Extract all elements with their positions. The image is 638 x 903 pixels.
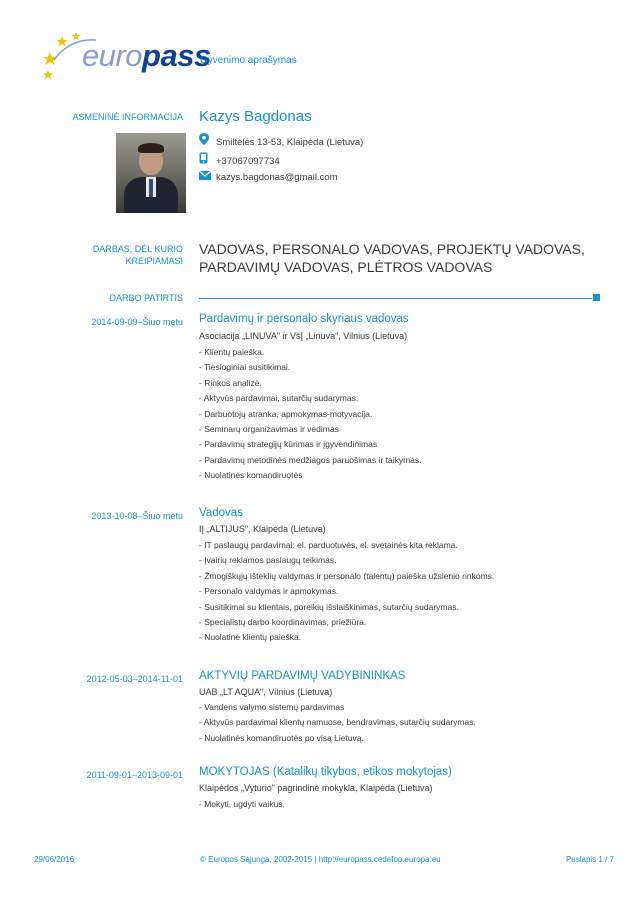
list-item: - Žmogiškųjų išteklių valdymas ir personalo (talentų) paieška užsienio rinkoms.: [199, 570, 495, 581]
section-divider: [199, 298, 592, 299]
job-duties-list: [199, 538, 494, 646]
list-item: - Aktyvūs pardavimai klientų namuose, bendravimas, sutarčių sudarymas.: [199, 717, 476, 728]
desired-label-line1: DARBAS, DĖL KURIO: [92, 244, 183, 254]
job-employer: Klaipėdos „Vyturio" pagrindinė mokykla, Klaipėda (Lietuva): [199, 783, 433, 793]
job-title: MOKYTOJAS (Katalikų tikybos, etikos mokytojas): [199, 766, 452, 778]
footer-date: 29/06/2016: [34, 855, 75, 864]
list-item: - Įvairių reklamos paslaugų teikimas.: [199, 555, 337, 566]
list-item: - Aktyvūs pardavimai, sutarčių sudarymas.: [199, 393, 359, 404]
list-item: - Susitikimai su klientais, poreikių išsiaiškinimas, sutarčių sudarymas.: [199, 601, 459, 612]
envelope-icon: [199, 171, 211, 183]
desired-job-line2: PARDAVIMŲ VADOVAS, PLĖTROS VADOVAS: [199, 259, 493, 275]
job-dates: 2011-09-01–2013-09-01: [86, 770, 183, 780]
profile-photo: [116, 133, 186, 213]
job-dates: 2013-10-08–Šiuo metu: [91, 511, 183, 521]
list-item: - Darbuotojų atranka, apmokymas-motyvacija.: [199, 408, 373, 419]
document-title: Gyvenimo aprašymas: [200, 55, 297, 66]
job-employer: UAB „LT AQUA", Vilnius (Lietuva): [199, 687, 333, 697]
footer-copyright[interactable]: © Europos Sąjunga, 2002-2015 | http://europass.cedefop.europa.eu: [200, 855, 441, 864]
location-pin-icon: [199, 133, 211, 148]
list-item: - Klientų paieška.: [199, 347, 265, 357]
job-duties-list: [199, 345, 422, 484]
email-text[interactable]: kazys.bagdonas@gmail.com: [216, 172, 338, 183]
footer-page-number: Puslapis 1 / 7: [565, 855, 614, 864]
address-text: Smiltelės 13-53, Klaipėda (Lietuva): [216, 137, 364, 148]
job-employer: Asociacija „LINUVA" ir VšĮ „Linuva", Vilnius (Lietuva): [199, 331, 408, 341]
list-item: - Nuolatinės komandiruotės: [199, 470, 303, 481]
job-employer: IĮ „ALTIJUS", Klaipėda (Lietuva): [199, 524, 326, 534]
desired-job: [199, 240, 599, 276]
desired-job-line1: VADOVAS, PERSONALO VADOVAS, PROJEKTŲ VADOVAS,: [199, 241, 585, 257]
list-item: - Pardavimų strategijų kūrimas ir įgyvendinimas: [199, 439, 378, 450]
work-experience-label: DARBO PATIRTIS: [109, 293, 183, 303]
person-name: Kazys Bagdonas: [199, 108, 312, 125]
phone-row: [199, 152, 280, 167]
phone-text: +37067097734: [216, 156, 280, 167]
list-item: - Specialistų darbo koordinavimas, priežiūra.: [199, 616, 367, 627]
mobile-phone-icon: [199, 152, 211, 167]
job-duties-list: [199, 700, 476, 746]
personal-info-label: ASMENINĖ INFORMACIJA: [72, 112, 183, 122]
job-title: AKTYVIŲ PARDAVIMŲ VADYBININKAS: [199, 670, 406, 682]
list-item: - Pardavimų metodinės medžiagos paruošimas ir taikymas.: [199, 454, 422, 465]
job-duties-list: [199, 797, 285, 812]
logo-part-euro: euro: [82, 38, 143, 73]
job-dates: 2012-05-03–2014-11-01: [86, 674, 183, 684]
desired-label-line2: KREIPIAMASI: [125, 256, 183, 266]
job-title: Vadovas: [199, 507, 243, 519]
list-item: - Nuolatinės komandiruotės po visą Lietuvą.: [199, 732, 364, 743]
job-dates: 2014-09-09–Šiuo metu: [91, 317, 183, 327]
address-row: [199, 133, 363, 148]
list-item: - Tiesioginiai susitikimai.: [199, 362, 291, 373]
email-row: [199, 171, 338, 183]
desired-job-label: [93, 243, 183, 267]
list-item: - Mokyti, ugdyti vaikus.: [199, 799, 285, 809]
list-item: - IT paslaugų pardavimai: el. parduotuvės, el. svetainės kita reklama.: [199, 540, 458, 550]
list-item: - Seminarų organizavimas ir vedimas: [199, 423, 339, 434]
list-item: - Nuolatinė klientų paieška.: [199, 632, 302, 643]
logo-part-pass: pass: [142, 38, 211, 73]
list-item: - Vandens valymo sistemų pardavimas: [199, 702, 345, 712]
logo-wordmark: [82, 38, 211, 74]
divider-square: [593, 294, 600, 301]
list-item: - Rinkos analizė.: [199, 377, 262, 388]
job-title: Pardavimų ir personalo skyriaus vadovas: [199, 313, 409, 325]
list-item: - Personalo valdymas ir apmokymas.: [199, 586, 339, 597]
